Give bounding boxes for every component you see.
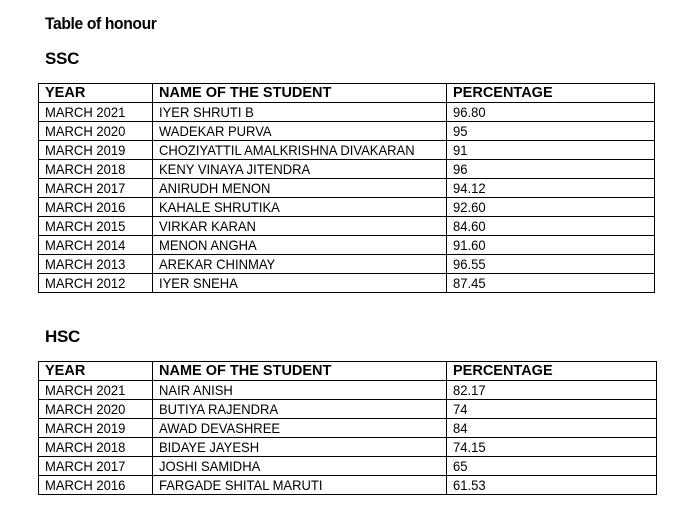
percentage-cell — [447, 160, 655, 179]
name-column-header: NAME OF THE STUDENT — [153, 84, 447, 103]
ssc-heading: SSC — [45, 49, 80, 68]
table-row — [39, 457, 657, 476]
student-name-cell — [153, 141, 447, 160]
year-cell-text: MARCH 2014 — [45, 237, 126, 253]
year-cell — [39, 217, 153, 236]
student-name-cell-text: BIDAYE JAYESH — [159, 439, 260, 455]
year-cell — [39, 419, 153, 438]
year-cell-text: MARCH 2012 — [45, 275, 126, 291]
percentage-column-header: PERCENTAGE — [447, 362, 657, 381]
percentage-cell — [447, 419, 657, 438]
year-cell — [39, 122, 153, 141]
table-row — [39, 179, 655, 198]
student-name-cell — [153, 400, 447, 419]
table-row — [39, 400, 657, 419]
student-name-cell — [153, 274, 447, 293]
student-name-cell-text: KAHALE SHRUTIKA — [159, 199, 280, 215]
student-name-cell — [153, 122, 447, 141]
year-column-header: YEAR — [39, 362, 153, 381]
student-name-cell-text: ANIRUDH MENON — [159, 180, 271, 196]
name-column-header: NAME OF THE STUDENT — [153, 362, 447, 381]
student-name-cell-text: BUTIYA RAJENDRA — [159, 401, 279, 417]
student-name-cell-text: CHOZIYATTIL AMALKRISHNA DIVAKARAN — [159, 142, 415, 158]
page-title: Table of honour — [45, 14, 157, 33]
hsc-table — [38, 361, 657, 495]
student-name-cell — [153, 457, 447, 476]
year-cell-text: MARCH 2015 — [45, 218, 126, 234]
percentage-cell — [447, 198, 655, 217]
percentage-cell-text: 84.60 — [453, 218, 486, 234]
year-cell-text: MARCH 2017 — [45, 180, 126, 196]
percentage-cell-text: 74.15 — [453, 439, 486, 455]
year-cell-text: MARCH 2017 — [45, 458, 126, 474]
percentage-cell-text: 82.17 — [453, 382, 486, 398]
student-name-cell — [153, 419, 447, 438]
student-name-cell-text: IYER SHRUTI B — [159, 104, 254, 120]
percentage-cell-text: 61.53 — [453, 477, 486, 493]
student-name-cell — [153, 381, 447, 400]
year-cell-text: MARCH 2018 — [45, 161, 126, 177]
percentage-cell-text: 91 — [453, 142, 468, 158]
student-name-cell — [153, 179, 447, 198]
year-cell-text: MARCH 2019 — [45, 142, 126, 158]
year-cell-text: MARCH 2019 — [45, 420, 126, 436]
table-header-row — [39, 362, 657, 381]
year-cell — [39, 400, 153, 419]
percentage-cell-text: 74 — [453, 401, 468, 417]
table-row — [39, 103, 655, 122]
percentage-cell — [447, 103, 655, 122]
percentage-cell-text: 96.80 — [453, 104, 486, 120]
table-header-row — [39, 84, 655, 103]
year-cell — [39, 255, 153, 274]
percentage-cell — [447, 236, 655, 255]
year-cell — [39, 141, 153, 160]
table-row — [39, 274, 655, 293]
percentage-cell — [447, 457, 657, 476]
student-name-cell — [153, 255, 447, 274]
student-name-cell — [153, 160, 447, 179]
student-name-cell — [153, 198, 447, 217]
year-cell-text: MARCH 2020 — [45, 401, 126, 417]
student-name-cell-text: MENON ANGHA — [159, 237, 257, 253]
student-name-cell-text: AREKAR CHINMAY — [159, 256, 276, 272]
table-row — [39, 438, 657, 457]
student-name-cell-text: IYER SNEHA — [159, 275, 238, 291]
table-row — [39, 141, 655, 160]
student-name-cell — [153, 103, 447, 122]
year-cell-text: MARCH 2020 — [45, 123, 126, 139]
ssc-table — [38, 83, 655, 293]
table-row — [39, 198, 655, 217]
year-cell — [39, 236, 153, 255]
table-row — [39, 476, 657, 495]
percentage-cell — [447, 141, 655, 160]
hsc-table-body — [39, 381, 657, 495]
year-cell — [39, 381, 153, 400]
table-row — [39, 217, 655, 236]
table-row — [39, 419, 657, 438]
percentage-cell-text: 96 — [453, 161, 468, 177]
percentage-cell — [447, 122, 655, 141]
table-row — [39, 160, 655, 179]
percentage-cell — [447, 255, 655, 274]
table-row — [39, 255, 655, 274]
student-name-cell-text: WADEKAR PURVA — [159, 123, 272, 139]
year-cell-text: MARCH 2016 — [45, 477, 126, 493]
student-name-cell-text: FARGADE SHITAL MARUTI — [159, 477, 323, 493]
student-name-cell-text: JOSHI SAMIDHA — [159, 458, 261, 474]
percentage-cell — [447, 217, 655, 236]
year-cell-text: MARCH 2013 — [45, 256, 126, 272]
student-name-cell — [153, 476, 447, 495]
year-cell-text: MARCH 2016 — [45, 199, 126, 215]
year-cell-text: MARCH 2021 — [45, 382, 126, 398]
percentage-cell-text: 87.45 — [453, 275, 486, 291]
year-cell — [39, 179, 153, 198]
table-row — [39, 236, 655, 255]
year-cell — [39, 438, 153, 457]
student-name-cell — [153, 438, 447, 457]
year-column-header: YEAR — [39, 84, 153, 103]
student-name-cell — [153, 236, 447, 255]
hsc-heading: HSC — [45, 327, 80, 346]
percentage-column-header: PERCENTAGE — [447, 84, 655, 103]
percentage-cell — [447, 381, 657, 400]
year-cell — [39, 198, 153, 217]
percentage-cell-text: 65 — [453, 458, 468, 474]
student-name-cell-text: VIRKAR KARAN — [159, 218, 256, 234]
student-name-cell — [153, 217, 447, 236]
year-cell — [39, 457, 153, 476]
year-cell-text: MARCH 2021 — [45, 104, 126, 120]
percentage-cell-text: 91.60 — [453, 237, 486, 253]
percentage-cell — [447, 179, 655, 198]
percentage-cell — [447, 400, 657, 419]
percentage-cell — [447, 476, 657, 495]
student-name-cell-text: NAIR ANISH — [159, 382, 233, 398]
percentage-cell-text: 92.60 — [453, 199, 486, 215]
percentage-cell-text: 94.12 — [453, 180, 486, 196]
percentage-cell-text: 95 — [453, 123, 468, 139]
table-row — [39, 381, 657, 400]
year-cell-text: MARCH 2018 — [45, 439, 126, 455]
percentage-cell-text: 96.55 — [453, 256, 486, 272]
year-cell — [39, 476, 153, 495]
percentage-cell-text: 84 — [453, 420, 468, 436]
year-cell — [39, 160, 153, 179]
ssc-table-body — [39, 103, 655, 293]
table-row — [39, 122, 655, 141]
student-name-cell-text: KENY VINAYA JITENDRA — [159, 161, 311, 177]
percentage-cell — [447, 274, 655, 293]
student-name-cell-text: AWAD DEVASHREE — [159, 420, 281, 436]
year-cell — [39, 274, 153, 293]
year-cell — [39, 103, 153, 122]
percentage-cell — [447, 438, 657, 457]
